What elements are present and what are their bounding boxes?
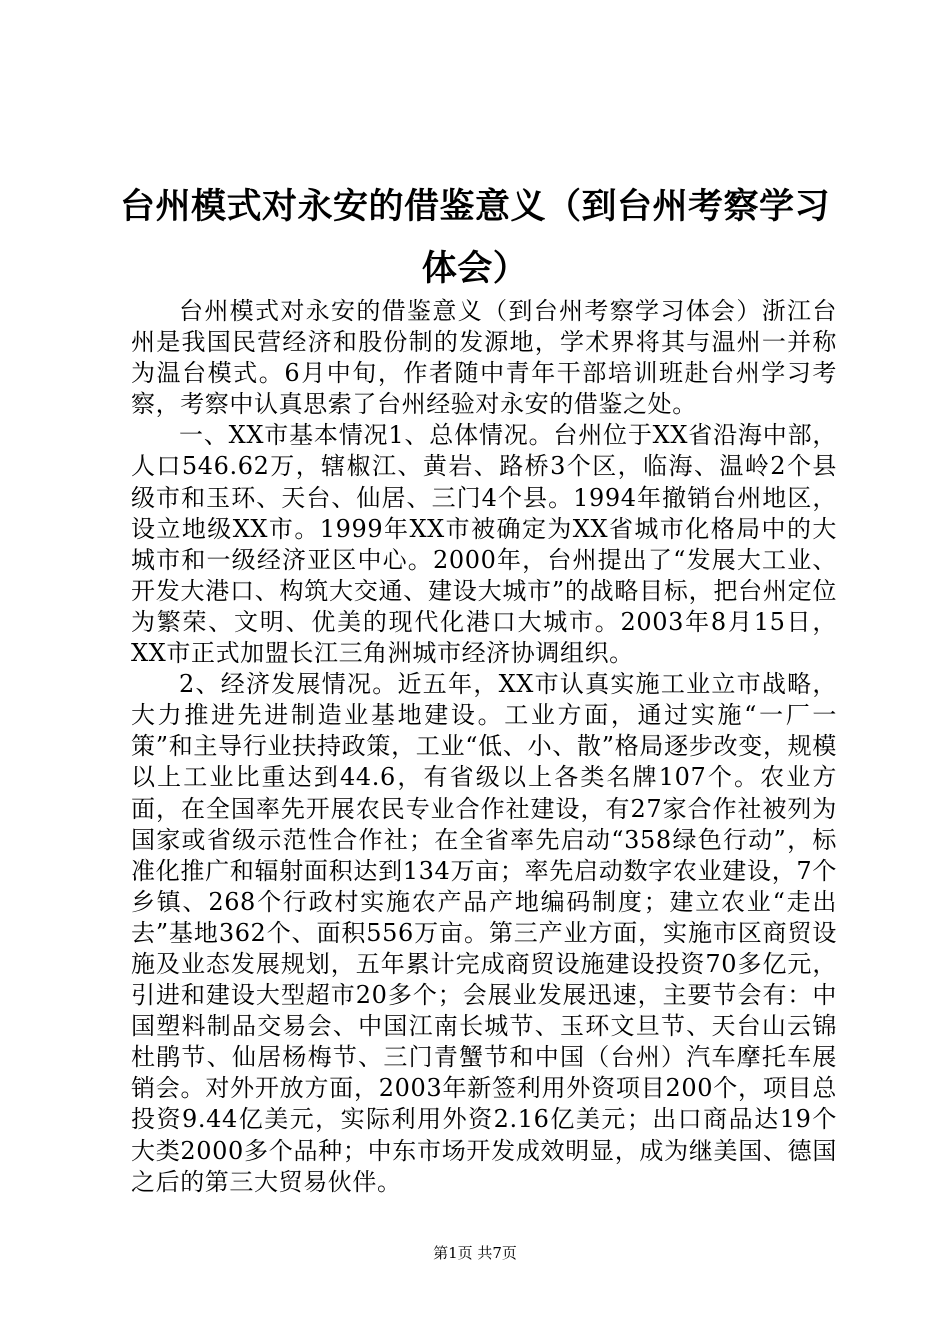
document-body bbox=[131, 296, 837, 1198]
paragraph-economic-development: 2、经济发展情况。近五年，XX市认真实施工业立市战略，大力推进先进制造业基地建设。工业方面，通过实施“一厂一策”和主导行业扶持政策，工业“低、小、散”格局逐步改变，规模以上工业比重达到44.6，有省级以上各类名牌107个。农业方面，在全国率先开展农民专业合作社建设，有27家合作社被列为国家或省级示范性合作社；在全省率先启动“358绿色行动”，标准化推广和辐射面积达到134万亩；率先启动数字农业建设，7个乡镇、268个行政村实施农产品产地编码制度；建立农业“走出去”基地362个、面积556万亩。第三产业方面，实施市区商贸设施及业态发展规划，五年累计完成商贸设施建设投资70多亿元，引进和建设大型超市20多个；会展业发展迅速，主要节会有：中国塑料制品交易会、中国江南长城节、玉环文旦节、天台山云锦杜鹃节、仙居杨梅节、三门青蟹节和中国（台州）汽车摩托车展销会。对外开放方面，2003年新签利用外资项目200个，项目总投资9.44亿美元，实际利用外资2.16亿美元；出口商品达19个大类2000多个品种；中东市场开发成效明显，成为继美国、德国之后的第三大贸易伙伴。 bbox=[131, 670, 837, 1196]
paragraph-intro: 台州模式对永安的借鉴意义（到台州考察学习体会）浙江台州是我国民营经济和股份制的发源地，学术界将其与温州一并称为温台模式。6月中旬，作者随中青年干部培训班赴台州学习考察，考察中认真思索了台州经验对永安的借鉴之处。 bbox=[131, 297, 837, 419]
paragraph-basic-situation: 一、XX市基本情况1、总体情况。台州位于XX省沿海中部，人口546.62万，辖椒江、黄岩、路桥3个区，临海、温岭2个县级市和玉环、天台、仙居、三门4个县。1994年撤销台州地区，设立地级XX市。1999年XX市被确定为XX省城市化格局中的大城市和一级经济亚区中心。2000年，台州提出了“发展大工业、开发大港口、构筑大交通、建设大城市”的战略目标，把台州定位为繁荣、文明、优美的现代化港口大城市。2003年8月15日，XX市正式加盟长江三角洲城市经济协调组织。 bbox=[131, 421, 837, 668]
page-number-footer: 第1页 共7页 bbox=[433, 1244, 517, 1262]
document-title: 台州模式对永安的借鉴意义（到台州考察学习体会） bbox=[119, 187, 830, 289]
